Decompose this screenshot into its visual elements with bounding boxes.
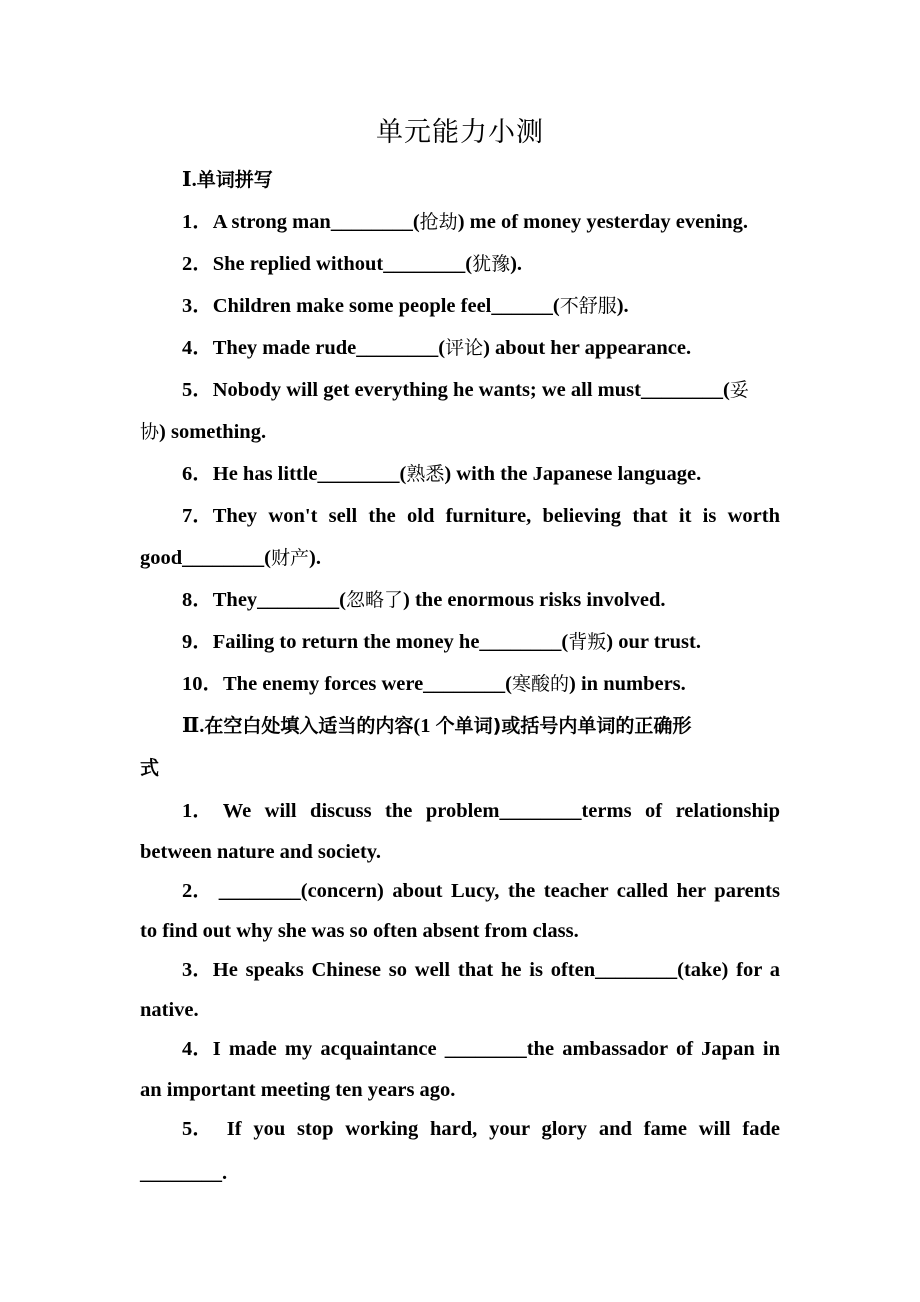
item-hint: 熟悉 — [406, 463, 445, 485]
item-text: ________. — [140, 1162, 228, 1184]
item-text: ) about her appearance. — [483, 337, 692, 359]
s2-item-2 — [182, 877, 780, 905]
item-text: ) with the Japanese language. — [444, 463, 702, 485]
s2-item-4-cont — [140, 1076, 455, 1104]
item-text: ) something. — [159, 421, 267, 443]
item-hint: 犹豫 — [472, 253, 511, 275]
item-text: good________( — [140, 547, 271, 569]
item-number: 3． — [182, 295, 213, 317]
item-hint: 抢劫 — [419, 211, 458, 233]
section2-heading-text: )或括号内单词的正确形 — [492, 715, 692, 737]
s1-item-5-cont — [140, 418, 266, 446]
item-text: She replied without________( — [212, 253, 473, 275]
item-text: ). — [510, 253, 523, 275]
item-text: They________( — [212, 589, 346, 611]
section1-heading-num: Ⅰ. — [182, 169, 197, 191]
item-number: 4． — [182, 1038, 213, 1060]
s1-item-8 — [182, 586, 666, 614]
item-hint: 妥 — [729, 379, 749, 401]
item-text: ) in numbers. — [569, 673, 686, 695]
section2-heading-num: Ⅱ. — [182, 715, 205, 737]
item-number: 5． — [182, 379, 213, 401]
item-text: Children make some people feel______( — [212, 295, 560, 317]
item-text: ) our trust. — [606, 631, 701, 653]
item-number: 3． — [182, 959, 213, 981]
section2-heading-text: (1 — [413, 715, 431, 737]
section2-heading-text: 个单词 — [435, 715, 493, 737]
s1-item-7-cont — [140, 544, 321, 572]
item-text: Failing to return the money he________( — [212, 631, 569, 653]
item-text: A strong man________( — [212, 211, 420, 233]
item-text: ________(concern) about Lucy, the teacher called her parents — [218, 880, 780, 902]
section1-heading — [182, 166, 273, 194]
item-number: 2． — [182, 880, 213, 902]
page-title: 单元能力小测 — [376, 117, 544, 148]
s1-item-5 — [182, 376, 749, 404]
section1-heading-text: 单词拼写 — [196, 169, 273, 191]
item-number: 9． — [182, 631, 213, 653]
item-text: ) me of money yesterday evening. — [457, 211, 749, 233]
item-text: native. — [140, 999, 199, 1021]
item-text: We will discuss the problem________terms of relationship — [222, 800, 780, 822]
item-text: The enemy forces were________( — [223, 673, 513, 695]
item-text: an important meeting ten years ago. — [140, 1079, 456, 1101]
item-number: 7． — [182, 505, 213, 527]
item-text: between nature and society. — [140, 841, 382, 863]
s2-item-4 — [182, 1035, 780, 1063]
s2-item-1-cont — [140, 838, 381, 866]
item-number: 1． — [182, 211, 213, 233]
s2-item-3 — [182, 956, 780, 984]
item-text: He has little________( — [212, 463, 407, 485]
item-text: ) the enormous risks involved. — [403, 589, 666, 611]
item-text: Nobody will get everything he wants; we all must________( — [212, 379, 730, 401]
s1-item-7 — [182, 502, 780, 530]
section2-heading-text: 式 — [140, 757, 160, 779]
item-hint: 财产 — [270, 547, 309, 569]
item-text: He speaks Chinese so well that he is often________(take) for a — [212, 959, 780, 981]
item-number: 8． — [182, 589, 213, 611]
item-text: If you stop working hard, your glory and fame will fade — [226, 1118, 780, 1140]
section2-heading-text: 在空白处填入适当的内容 — [204, 715, 414, 737]
s1-item-6 — [182, 460, 701, 488]
item-hint: 协 — [140, 421, 160, 443]
item-number: 1． — [182, 800, 213, 822]
s2-item-5 — [182, 1115, 780, 1143]
s1-item-4 — [182, 334, 691, 362]
item-number: 5． — [182, 1118, 213, 1140]
item-hint: 评论 — [445, 337, 484, 359]
s2-item-2-cont — [140, 917, 579, 945]
s2-item-5-cont — [140, 1159, 227, 1187]
item-text: I made my acquaintance ________the ambassador of Japan in — [212, 1038, 780, 1060]
item-hint: 忽略了 — [346, 589, 404, 611]
item-hint: 不舒服 — [559, 295, 617, 317]
item-hint: 背叛 — [568, 631, 607, 653]
item-text: to find out why she was so often absent from class. — [140, 920, 579, 942]
item-number: 6． — [182, 463, 213, 485]
section2-heading — [182, 712, 691, 740]
item-hint: 寒酸的 — [512, 673, 570, 695]
s2-item-1 — [182, 797, 780, 825]
s1-item-1 — [182, 208, 748, 236]
item-text: ). — [616, 295, 629, 317]
item-number: 4． — [182, 337, 213, 359]
s1-item-2 — [182, 250, 522, 278]
item-text: ). — [309, 547, 321, 569]
item-number: 10． — [182, 673, 223, 695]
s2-item-3-cont — [140, 996, 199, 1024]
s1-item-10 — [182, 670, 686, 698]
section2-heading-cont — [140, 754, 159, 782]
item-number: 2． — [182, 253, 213, 275]
s1-item-3 — [182, 292, 629, 320]
item-text: They won't sell the old furniture, believing that it is worth — [212, 505, 780, 527]
item-text: They made rude________( — [212, 337, 446, 359]
s1-item-9 — [182, 628, 701, 656]
